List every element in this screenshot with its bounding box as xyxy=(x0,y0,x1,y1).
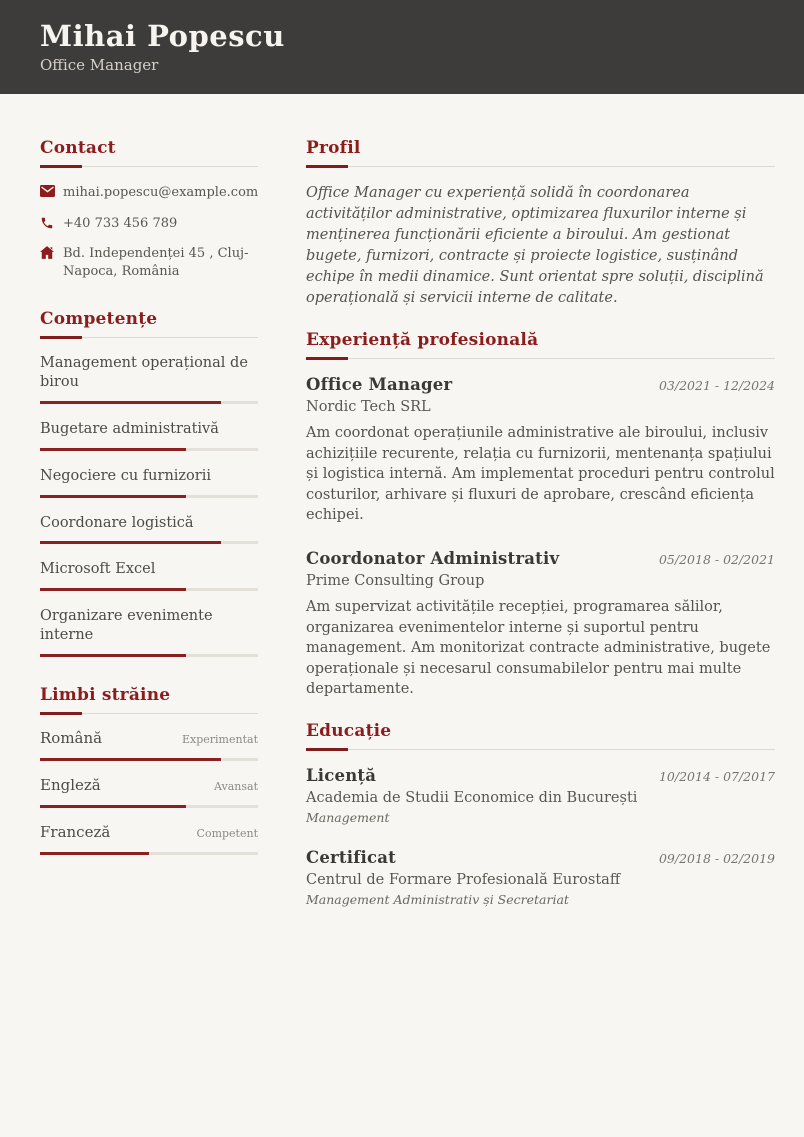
section-divider xyxy=(306,357,775,359)
skill-level-bar xyxy=(40,588,258,591)
education-school: Centrul de Formare Profesională Eurostaff xyxy=(306,871,621,888)
skill-item xyxy=(40,560,258,591)
language-level-fill xyxy=(40,758,221,761)
language-level-label: Avansat xyxy=(214,779,258,793)
language-level-bar xyxy=(40,852,258,855)
skill-level-fill xyxy=(40,448,186,451)
language-name: Română xyxy=(40,728,103,747)
contact-address-text: Bd. Independenței 45 , Cluj-Napoca, România xyxy=(63,246,249,279)
section-divider xyxy=(40,336,258,338)
profile-section xyxy=(306,138,775,309)
contact-row-phone xyxy=(40,215,258,233)
skill-label: Coordonare logistică xyxy=(40,514,194,531)
education-entry xyxy=(306,848,775,907)
skill-item xyxy=(40,514,258,545)
skill-label: Bugetare administrativă xyxy=(40,420,219,437)
section-divider xyxy=(306,165,775,167)
experience-section xyxy=(306,330,775,700)
experience-entry xyxy=(306,375,775,526)
contact-row-address xyxy=(40,245,258,280)
skills-heading: Competențe xyxy=(40,309,158,330)
skill-item xyxy=(40,467,258,498)
skill-item xyxy=(40,607,258,657)
education-school: Academia de Studii Economice din București xyxy=(306,789,638,806)
job-description: Am coordonat operațiunile administrative ale biroului, inclusiv achizițiile recurente, relația cu furnizorii, mentenanța spațiului și logistica internă. Am implementat proceduri pentru controlul costurilor, arhivare și fluxuri de aprobare, crescând eficiența echipei. xyxy=(306,425,775,524)
section-divider xyxy=(40,712,258,714)
skill-level-bar xyxy=(40,541,258,544)
resume-header xyxy=(0,0,804,94)
phone-icon xyxy=(40,216,55,230)
language-name: Engleză xyxy=(40,775,101,794)
job-title: Coordonator Administrativ xyxy=(306,548,560,568)
skill-label: Microsoft Excel xyxy=(40,561,156,578)
job-dates: 03/2021 - 12/2024 xyxy=(658,378,775,394)
experience-heading: Experiență profesională xyxy=(306,330,539,351)
job-dates: 05/2018 - 02/2021 xyxy=(658,551,775,567)
education-degree: Licență xyxy=(306,765,377,785)
sidebar-column xyxy=(40,138,258,907)
education-entry xyxy=(306,766,775,825)
languages-section xyxy=(40,685,258,855)
education-dates: 09/2018 - 02/2019 xyxy=(658,850,775,866)
person-job-title: Office Manager xyxy=(40,56,159,75)
contact-heading: Contact xyxy=(40,138,116,158)
section-divider xyxy=(306,748,775,750)
education-dates: 10/2014 - 07/2017 xyxy=(658,768,775,784)
main-column xyxy=(306,138,775,907)
language-item xyxy=(40,776,258,808)
skill-level-bar xyxy=(40,401,258,404)
section-divider xyxy=(40,165,258,167)
skill-item xyxy=(40,354,258,404)
skill-level-bar xyxy=(40,448,258,451)
skill-level-fill xyxy=(40,401,221,404)
education-field: Management xyxy=(306,809,390,825)
contact-section xyxy=(40,138,258,280)
experience-entry xyxy=(306,549,775,700)
contact-row-email xyxy=(40,184,258,202)
job-title: Office Manager xyxy=(306,375,453,395)
education-degree: Certificat xyxy=(306,847,396,867)
language-level-label: Competent xyxy=(196,826,258,840)
languages-heading: Limbi străine xyxy=(40,684,171,705)
skill-level-bar xyxy=(40,495,258,498)
skill-label: Management operațional de birou xyxy=(40,355,248,391)
language-level-bar xyxy=(40,758,258,761)
skill-level-bar xyxy=(40,654,258,657)
language-level-fill xyxy=(40,852,149,855)
skill-label: Organizare evenimente interne xyxy=(40,608,213,644)
language-level-bar xyxy=(40,805,258,808)
home-icon xyxy=(40,246,55,259)
language-item xyxy=(40,823,258,855)
content-columns xyxy=(0,94,804,907)
language-name: Franceză xyxy=(40,822,111,841)
skill-level-fill xyxy=(40,495,186,498)
skill-label: Negociere cu furnizorii xyxy=(40,467,211,484)
skill-level-fill xyxy=(40,541,221,544)
profile-text: Office Manager cu experiență solidă în coordonarea activităților administrative, optimizarea fluxurilor interne și menținerea funcționării eficiente a biroului. Am gestionat bugete, furnizori, contracte și proiecte logistice, susținând echipe în medii dinamice. Sunt orientat spre soluții, disciplină operațională și servicii interne de calitate. xyxy=(306,185,764,307)
education-field: Management Administrativ și Secretariat xyxy=(306,891,569,907)
contact-list xyxy=(40,184,258,280)
profile-heading: Profil xyxy=(306,138,361,158)
skill-item xyxy=(40,420,258,451)
job-description: Am supervizat activitățile recepției, programarea sălilor, organizarea evenimentelor interne și suportul pentru management. Am monitorizat contracte administrative, bugete operaționale și necesarul consumabilelor pentru mai multe departamente. xyxy=(306,598,771,698)
education-section xyxy=(306,721,775,907)
language-level-label: Experimentat xyxy=(182,732,258,746)
language-item xyxy=(40,729,258,761)
job-company: Nordic Tech SRL xyxy=(306,399,431,416)
email-icon xyxy=(40,185,55,197)
skill-level-fill xyxy=(40,654,186,657)
skill-level-fill xyxy=(40,588,186,591)
skills-section xyxy=(40,309,258,657)
contact-phone-text: +40 733 456 789 xyxy=(63,215,178,231)
education-heading: Educație xyxy=(306,720,392,741)
contact-email-text: mihai.popescu@example.com xyxy=(63,185,259,200)
job-company: Prime Consulting Group xyxy=(306,572,485,589)
language-level-fill xyxy=(40,805,186,808)
person-name: Mihai Popescu xyxy=(40,19,285,53)
